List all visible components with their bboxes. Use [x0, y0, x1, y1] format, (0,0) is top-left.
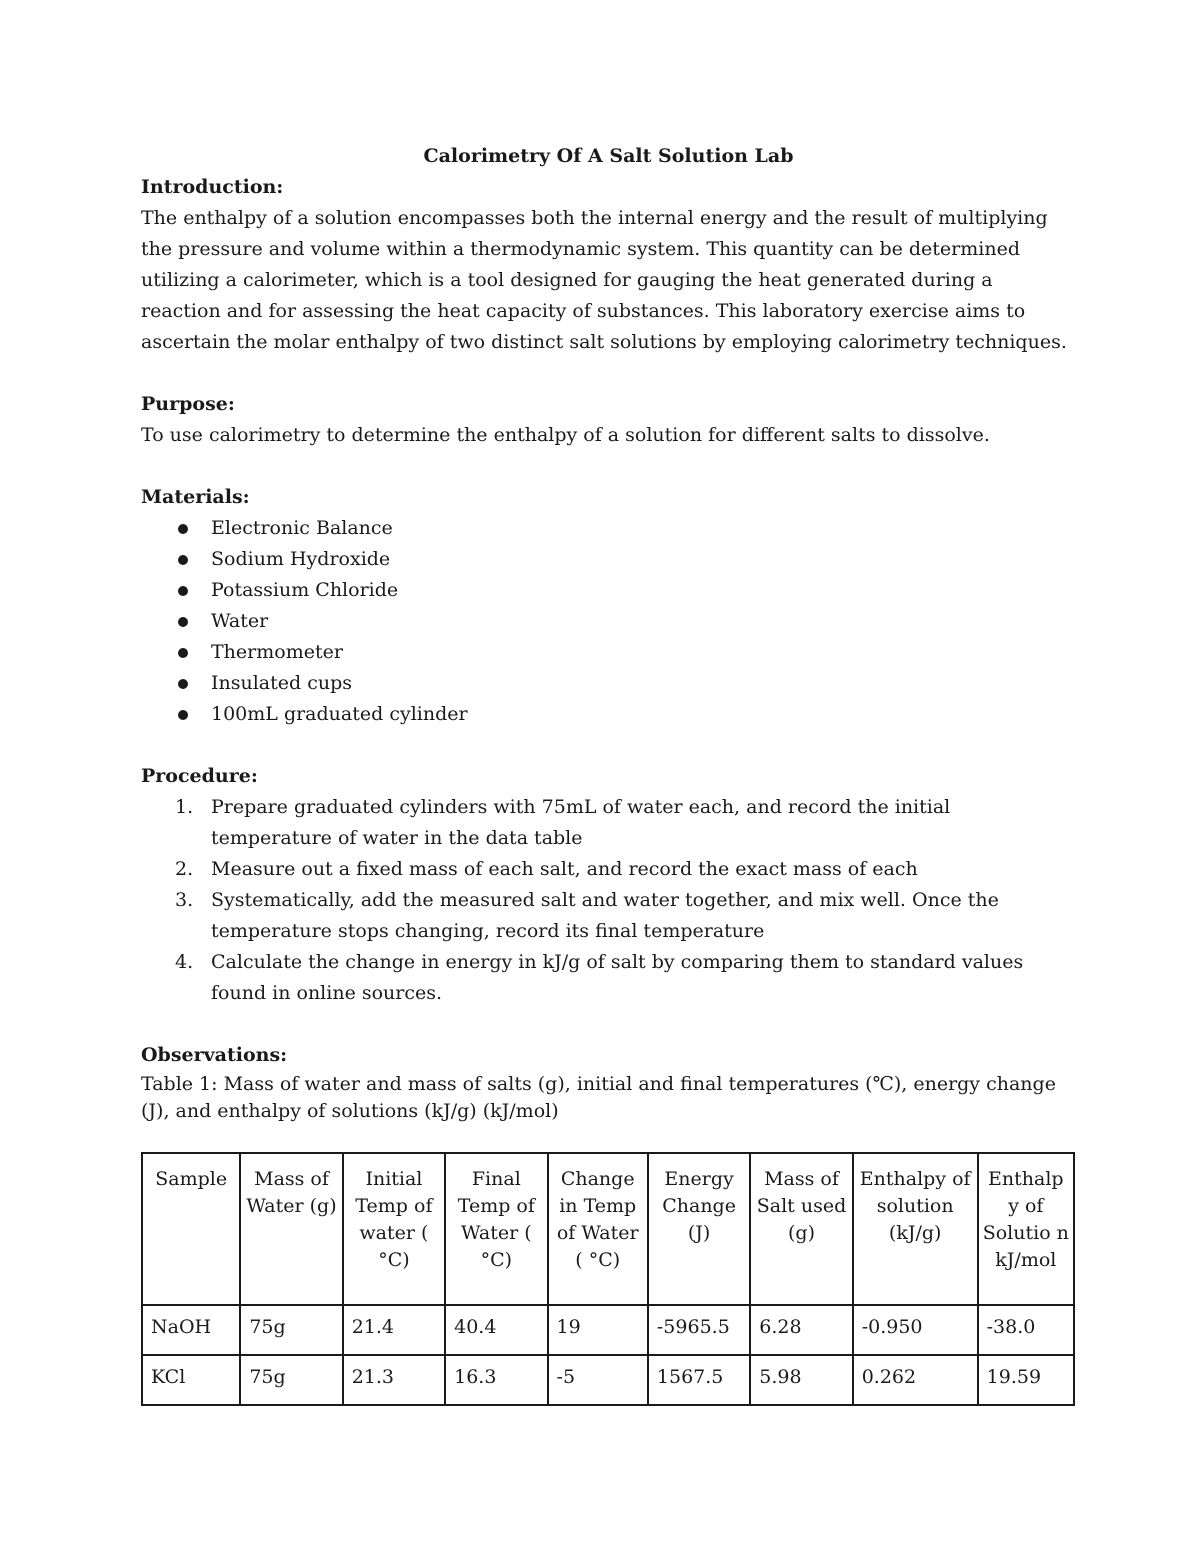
purpose-heading: Purpose: [141, 393, 235, 415]
materials-item: Insulated cups [141, 668, 1076, 699]
bullet-icon [178, 679, 188, 689]
column-header: Final Temp of Water ( °C) [445, 1153, 547, 1305]
table-cell: -0.950 [853, 1305, 978, 1355]
bullet-icon [178, 555, 188, 565]
procedure-step: 1. Prepare graduated cylinders with 75mL of water each, and record the initial temperature of water in the data table [175, 796, 951, 849]
table-cell: 21.3 [343, 1355, 445, 1405]
column-header: Enthalp y of Solutio n kJ/mol [978, 1153, 1074, 1305]
table-caption: Table 1: Mass of water and mass of salts (g), initial and final temperatures (℃), energy change (J), and enthalpy of solutions (kJ/g) (kJ/mol) [141, 1073, 1056, 1122]
table-cell: 5.98 [750, 1355, 852, 1405]
table-cell: 75g [240, 1305, 342, 1355]
table-cell: 19.59 [978, 1355, 1074, 1405]
materials-item: Electronic Balance [141, 513, 1076, 544]
introduction-text: The enthalpy of a solution encompasses both the internal energy and the result of multiplying the pressure and volume within a thermodynamic system. This quantity can be determined utilizing a calorimeter, which is a tool designed for gauging the heat generated during a reaction and for assessing the heat capacity of substances. This laboratory exercise aims to ascertain the molar enthalpy of two distinct salt solutions by employing calorimetry techniques. [141, 207, 1067, 353]
column-header: Mass of Salt used (g) [750, 1153, 852, 1305]
table-cell: 1567.5 [648, 1355, 750, 1405]
table-row [142, 1305, 1074, 1355]
table-row [142, 1355, 1074, 1405]
procedure-step: 4. Calculate the change in energy in kJ/g of salt by comparing them to standard values found in online sources. [175, 951, 1024, 1004]
table-header-row [142, 1153, 1074, 1305]
materials-item: 100mL graduated cylinder [141, 699, 1076, 730]
materials-item: Water [141, 606, 1076, 637]
table-cell: 16.3 [445, 1355, 547, 1405]
column-header: Mass of Water (g) [240, 1153, 342, 1305]
column-header: Initial Temp of water ( °C) [343, 1153, 445, 1305]
document-title: Calorimetry Of A Salt Solution Lab [423, 145, 794, 167]
table-cell: -5 [548, 1355, 648, 1405]
table-cell: KCl [142, 1355, 240, 1405]
column-header: Change in Temp of Water ( °C) [548, 1153, 648, 1305]
bullet-icon [178, 524, 188, 534]
table-cell: 6.28 [750, 1305, 852, 1355]
introduction-heading: Introduction: [141, 176, 284, 198]
column-header: Enthalpy of solution (kJ/g) [853, 1153, 978, 1305]
procedure-list [141, 792, 1076, 1009]
table-cell: 19 [548, 1305, 648, 1355]
observations-heading: Observations: [141, 1044, 288, 1066]
bullet-icon [178, 648, 188, 658]
spacer [141, 730, 1076, 761]
bullet-icon [178, 617, 188, 627]
data-table [141, 1152, 1075, 1406]
table-cell: NaOH [142, 1305, 240, 1355]
materials-item: Potassium Chloride [141, 575, 1076, 606]
spacer [141, 358, 1076, 389]
purpose-text: To use calorimetry to determine the enthalpy of a solution for different salts to dissolve. [141, 424, 990, 446]
materials-heading: Materials: [141, 486, 250, 508]
materials-list [141, 513, 1076, 730]
table-cell: 0.262 [853, 1355, 978, 1405]
materials-item: Thermometer [141, 637, 1076, 668]
table-cell: -38.0 [978, 1305, 1074, 1355]
bullet-icon [178, 586, 188, 596]
spacer [141, 451, 1076, 482]
materials-item: Sodium Hydroxide [141, 544, 1076, 575]
column-header: Sample [142, 1153, 240, 1305]
procedure-heading: Procedure: [141, 765, 258, 787]
bullet-icon [178, 710, 188, 720]
table-cell: 21.4 [343, 1305, 445, 1355]
procedure-step: 2. Measure out a fixed mass of each salt, and record the exact mass of each [175, 858, 918, 880]
table-cell: -5965.5 [648, 1305, 750, 1355]
table-cell: 40.4 [445, 1305, 547, 1355]
column-header: Energy Change (J) [648, 1153, 750, 1305]
spacer [141, 1009, 1076, 1040]
procedure-step: 3. Systematically, add the measured salt and water together, and mix well. Once the temperature stops changing, record its final temperature [175, 889, 999, 942]
table-cell: 75g [240, 1355, 342, 1405]
document-page [141, 141, 1076, 1406]
